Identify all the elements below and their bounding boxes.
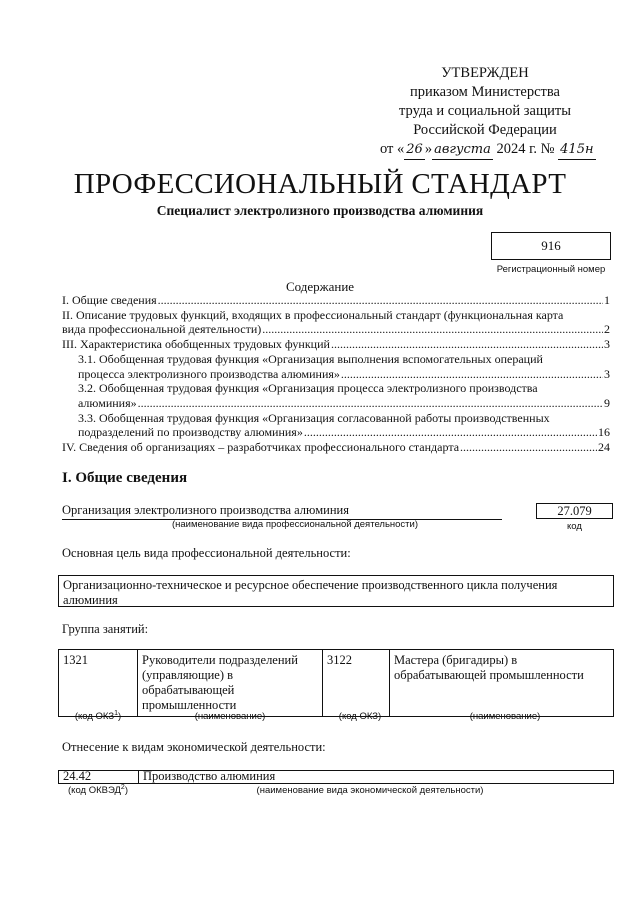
activity-name: Организация электролизного производства алюминия (62, 503, 502, 520)
toc-item[interactable]: I. Общие сведения ..... 1 (62, 293, 610, 308)
goal-label: Основная цель вида профессиональной деятельности: (62, 546, 351, 560)
okz-code-caption: (код ОКЗ) (338, 711, 382, 722)
document-title: ПРОФЕССИОНАЛЬНЫЙ СТАНДАРТ (73, 168, 567, 200)
registration-number-box: 916 (491, 232, 611, 260)
table-row (59, 650, 614, 717)
okz-name-cell: Мастера (бригадиры) в обрабатывающей промышленности (390, 650, 614, 717)
approval-date-line: от « 26 » августа 2024 г. № 415н (380, 140, 590, 160)
toc-item[interactable]: IV. Сведения об организациях – разработчиках профессионального стандарта ..... 24 (62, 440, 610, 455)
approval-title: УТВЕРЖДЕН (441, 65, 529, 81)
toc-item-prefix: 3.3. Обобщенная трудовая функция «Организация согласованной работы производственных (78, 410, 550, 425)
econ-label: Отнесение к видам экономической деятельности: (62, 740, 326, 754)
section-heading: I. Общие сведения (62, 470, 188, 486)
toc-item-prefix: 3.1. Обобщенная трудовая функция «Организация выполнения вспомогательных операций (78, 351, 543, 366)
approval-line-2: труда и социальной защиты (399, 103, 571, 119)
approval-year: 2024 г. № (496, 141, 555, 157)
toc-item[interactable]: III. Характеристика обобщенных трудовых функций ..... 3 (62, 337, 610, 352)
toc-item[interactable]: алюминия» ..... 9 (62, 396, 610, 411)
okz-name-caption: (наименование) (194, 711, 266, 722)
okz-code-caption: (код ОКЗ$^1$) (74, 710, 122, 723)
document-subtitle: Специалист электролизного производства алюминия (156, 203, 484, 218)
table-of-contents (62, 293, 610, 455)
okved-row (58, 770, 614, 784)
okved-code: 24.42 (63, 769, 92, 783)
okved-name: Производство алюминия (143, 769, 276, 783)
okz-code-cell: 3122 (323, 650, 390, 717)
registration-number-label: Регистрационный номер (496, 264, 606, 275)
okz-name-cell: Руководители подразделений (управляющие) в обрабатывающей промышленности (138, 650, 323, 717)
toc-item[interactable]: вида профессиональной деятельности) ..... 2 (62, 322, 610, 337)
occupation-group-table (58, 649, 614, 717)
group-label: Группа занятий: (62, 622, 149, 636)
activity-caption: (наименование вида профессиональной деятельности) (171, 519, 419, 530)
approval-number: 415н (558, 140, 595, 160)
toc-item[interactable]: процесса электролизного производства алюминия» ..... 3 (62, 367, 610, 382)
approval-day: 26 (404, 140, 425, 160)
toc-title: Содержание (285, 279, 355, 294)
activity-code-box: 27.079 (536, 503, 613, 519)
code-caption: код (567, 521, 582, 532)
okz-code-cell: 1321 (59, 650, 138, 717)
toc-item-prefix: 3.2. Обобщенная трудовая функция «Организация процесса электролизного производства (78, 381, 538, 396)
approval-line-3: Российской Федерации (413, 122, 557, 138)
approval-block (380, 64, 594, 160)
toc-item[interactable]: подразделений по производству алюминия» ..... 16 (62, 425, 610, 440)
okved-name-caption: (наименование вида экономической деятельности) (256, 785, 484, 796)
goal-text-box: Организационно-техническое и ресурсное обеспечение производственного цикла получения алюминия (58, 575, 614, 607)
toc-item-prefix: II. Описание трудовых функций, входящих в профессиональный стандарт (функциональная карта (62, 307, 564, 322)
okved-code-caption: (код ОКВЭД$^2$) (68, 784, 128, 797)
approval-line-1: приказом Министерства (410, 84, 560, 100)
okz-name-caption: (наименование) (469, 711, 541, 722)
approval-month: августа (432, 140, 493, 160)
